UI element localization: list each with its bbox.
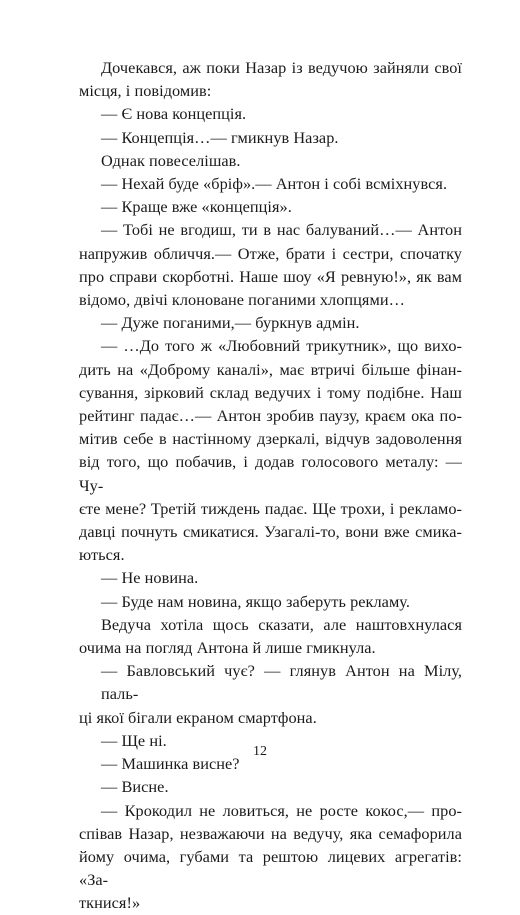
text-line: — Ще ні. (101, 730, 167, 750)
text-line: — Висне. (101, 777, 169, 797)
text-line: — Не новина. (101, 568, 199, 588)
paragraph (79, 566, 462, 589)
body-text (79, 56, 462, 915)
text-line: — Бавловський чує? — глянув Антон на Мілу, паль- (101, 661, 462, 704)
paragraph (79, 613, 462, 659)
paragraph (79, 126, 462, 149)
text-line: — Крокодил не ловиться, не росте кокос,— про- (101, 800, 462, 820)
text-line: Однак повеселішав. (101, 150, 241, 170)
text-line: — Концепція…— гмикнув Назар. (101, 127, 339, 147)
text-line: — Краще вже «концепція». (101, 197, 292, 217)
text-line: — Машинка висне? (101, 754, 240, 774)
text-line: давці почнуть смикатися. Узагалі-то, вони вже смика- (79, 522, 462, 542)
paragraph (79, 799, 462, 915)
text-line: Дочекався, аж поки Назар із ведучою зайняли свої (101, 58, 462, 77)
text-line: йому очима, губами та рештою лицевих агрегатів: «За- (79, 846, 462, 890)
text-line: напружив обличчя.— Отже, брати і сестри, спочатку (79, 243, 462, 263)
paragraph (79, 659, 462, 729)
text-line: сування, зірковий склад ведучих і тому подібне. Наш (79, 382, 462, 402)
paragraph (79, 102, 462, 125)
text-line: місця, і повідомив: (79, 81, 212, 101)
page-number: 12 (253, 744, 267, 759)
text-line: очима на погляд Антона й лише гмикнула. (79, 638, 376, 658)
paragraph (79, 172, 462, 195)
paragraph (79, 195, 462, 218)
text-line: — Буде нам новина, якщо заберуть рекламу. (101, 591, 410, 611)
text-line: рейтинг падає…— Антон зробив паузу, краєм ока по- (79, 406, 462, 426)
paragraph (79, 149, 462, 172)
text-line: — …До того ж «Любовний трикутник», що вихо- (101, 336, 462, 356)
text-line: співав Назар, незважаючи на ведучу, яка семафорила (79, 823, 462, 843)
text-line: — Нехай буде «бріф».— Антон і собі всміхнувся. (101, 174, 448, 194)
paragraph (79, 590, 462, 613)
text-line: — Тобі не вгодиш, ти в нас балуваний…— Антон (101, 220, 462, 240)
text-line: про справи скорботні. Наше шоу «Я ревную!», як вам (79, 266, 462, 286)
paragraph (79, 56, 462, 102)
text-line: — Є нова концепція. (101, 104, 247, 124)
text-line: Ведуча хотіла щось сказати, але наштовхнулася (101, 614, 462, 634)
paragraph (79, 775, 462, 798)
text-line: ткнися!» (79, 893, 141, 913)
text-line: мітив себе в настінному дзеркалі, відчув задоволення (79, 429, 462, 449)
text-line: ються. (79, 545, 125, 565)
text-line: від того, що побачив, і додав голосового металу: — Чу- (79, 452, 462, 495)
text-line: — Дуже поганими,— буркнув адмін. (101, 313, 360, 333)
text-line: відомо, двічі клоноване поганими хлопцями… (79, 290, 405, 310)
paragraph (79, 311, 462, 334)
text-line: ці якої бігали екраном смартфона. (79, 707, 317, 727)
paragraph (79, 334, 462, 566)
text-line: дить на «Доброму каналі», має втричі більше фінан- (79, 359, 462, 379)
text-line: єте мене? Третій тиждень падає. Ще трохи, і рекламо- (79, 498, 462, 518)
paragraph (79, 218, 462, 311)
